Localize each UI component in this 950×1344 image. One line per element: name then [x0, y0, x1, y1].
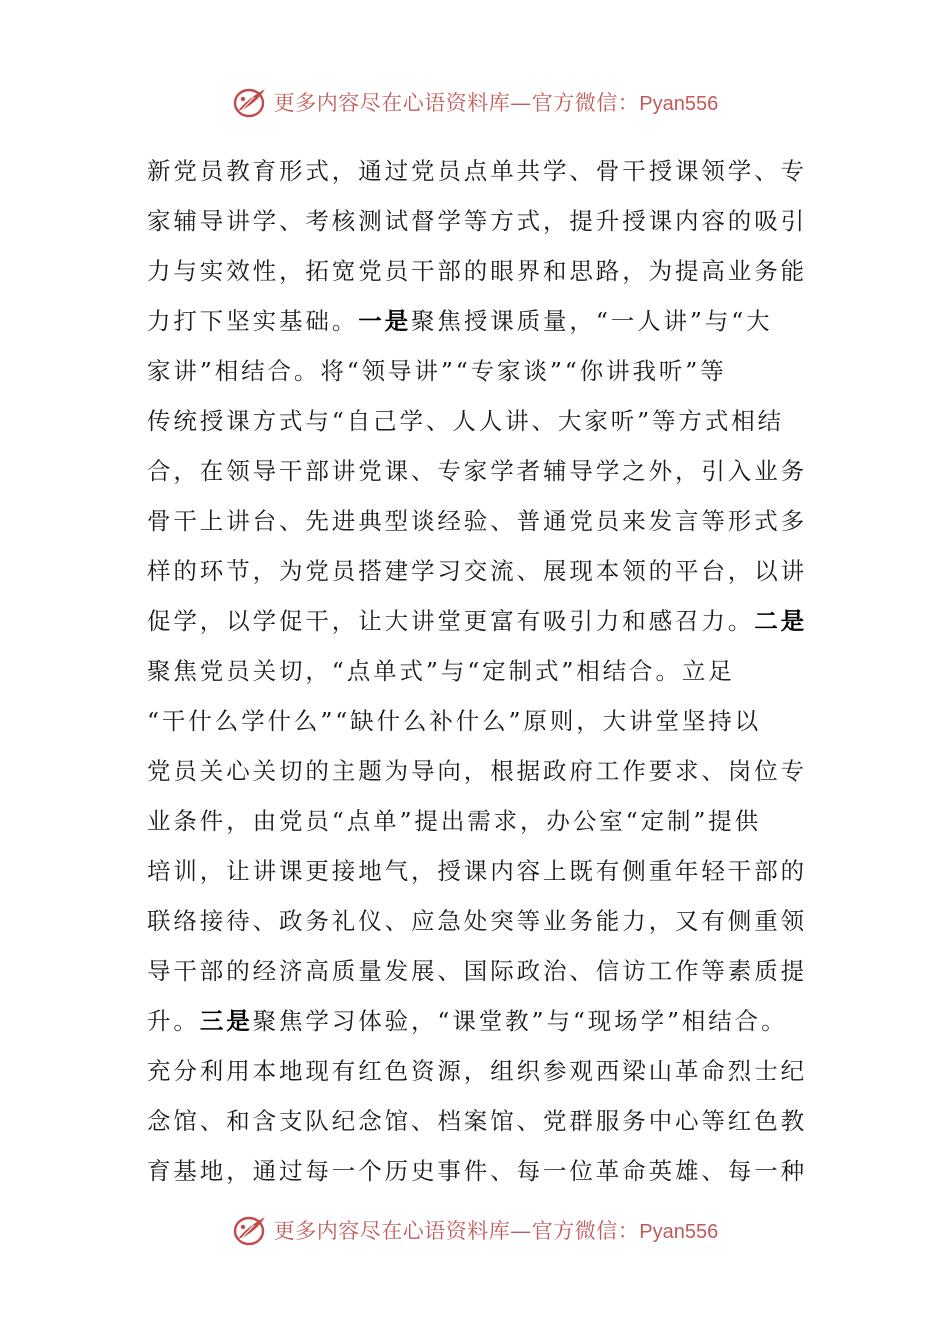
footer-watermark — [0, 1210, 950, 1250]
text-run: 传统授课方式与“自己学、人人讲、大家听”等方式相结 — [147, 407, 785, 435]
text-line — [147, 896, 827, 946]
text-run: 合，在领导干部讲党课、专家学者辅导学之外，引入业务 — [147, 457, 807, 485]
text-line — [147, 746, 827, 796]
text-line — [147, 346, 827, 396]
text-run: 联络接待、政务礼仪、应急处突等业务能力，又有侧重领 — [147, 907, 807, 935]
text-line — [147, 846, 827, 896]
text-run: 家讲”相结合。将“领导讲”“专家谈”“你讲我听”等 — [147, 357, 727, 385]
text-line — [147, 246, 827, 296]
text-line — [147, 396, 827, 446]
header-watermark — [0, 82, 950, 122]
bold-keyword: 三是 — [199, 1007, 253, 1035]
text-line — [147, 496, 827, 546]
text-line — [147, 796, 827, 846]
text-line — [147, 646, 827, 696]
text-line — [147, 996, 827, 1046]
text-run: 骨干上讲台、先进典型谈经验、普通党员来发言等形式多 — [147, 507, 807, 535]
watermark-text: 更多内容尽在心语资料库—官方微信：Pyan556 — [273, 1219, 719, 1243]
text-line — [147, 596, 827, 646]
text-run: 育基地，通过每一个历史事件、每一位革命英雄、每一种 — [147, 1157, 807, 1185]
text-line — [147, 1146, 827, 1196]
bold-keyword: 一是 — [358, 307, 412, 335]
text-run: 念馆、和含支队纪念馆、档案馆、党群服务中心等红色教 — [147, 1107, 807, 1135]
text-run: 促学，以学促干，让大讲堂更富有吸引力和感召力。 — [147, 607, 755, 635]
text-run: 家辅导讲学、考核测试督学等方式，提升授课内容的吸引 — [147, 207, 807, 235]
text-run: 升。 — [147, 1007, 200, 1035]
text-run: 新党员教育形式，通过党员点单共学、骨干授课领学、专 — [147, 157, 807, 185]
bold-keyword: 二是 — [754, 607, 808, 635]
document-body — [147, 146, 827, 1196]
text-line — [147, 946, 827, 996]
text-line — [147, 296, 827, 346]
text-run: 力打下坚实基础。 — [147, 307, 359, 335]
text-line — [147, 146, 827, 196]
text-line — [147, 1046, 827, 1096]
text-run: “干什么学什么”“缺什么补什么”原则，大讲堂坚持以 — [147, 707, 762, 735]
text-run: 力与实效性，拓宽党员干部的眼界和思路，为提高业务能 — [147, 257, 807, 285]
text-line — [147, 446, 827, 496]
text-line — [147, 696, 827, 746]
text-line — [147, 196, 827, 246]
text-run: 聚焦党员关切，“点单式”与“定制式”相结合。立足 — [147, 657, 735, 685]
text-run: 党员关心关切的主题为导向，根据政府工作要求、岗位专 — [147, 757, 807, 785]
text-run: 业条件，由党员“点单”提出需求，办公室“定制”提供 — [147, 807, 762, 835]
quill-logo-icon — [232, 85, 270, 119]
text-run: 导干部的经济高质量发展、国际政治、信访工作等素质提 — [147, 957, 807, 985]
text-line — [147, 1096, 827, 1146]
text-run: 聚焦学习体验，“课堂教”与“现场学”相结合。 — [252, 1007, 788, 1035]
text-run: 充分利用本地现有红色资源，组织参观西梁山革命烈士纪 — [147, 1057, 807, 1085]
watermark-text: 更多内容尽在心语资料库—官方微信：Pyan556 — [273, 91, 719, 115]
text-run: 培训，让讲课更接地气，授课内容上既有侧重年轻干部的 — [147, 857, 807, 885]
text-run: 样的环节，为党员搭建学习交流、展现本领的平台，以讲 — [147, 557, 807, 585]
quill-logo-icon — [232, 1213, 270, 1247]
text-line — [147, 546, 827, 596]
text-run: 聚焦授课质量，“一人讲”与“大 — [411, 307, 773, 335]
